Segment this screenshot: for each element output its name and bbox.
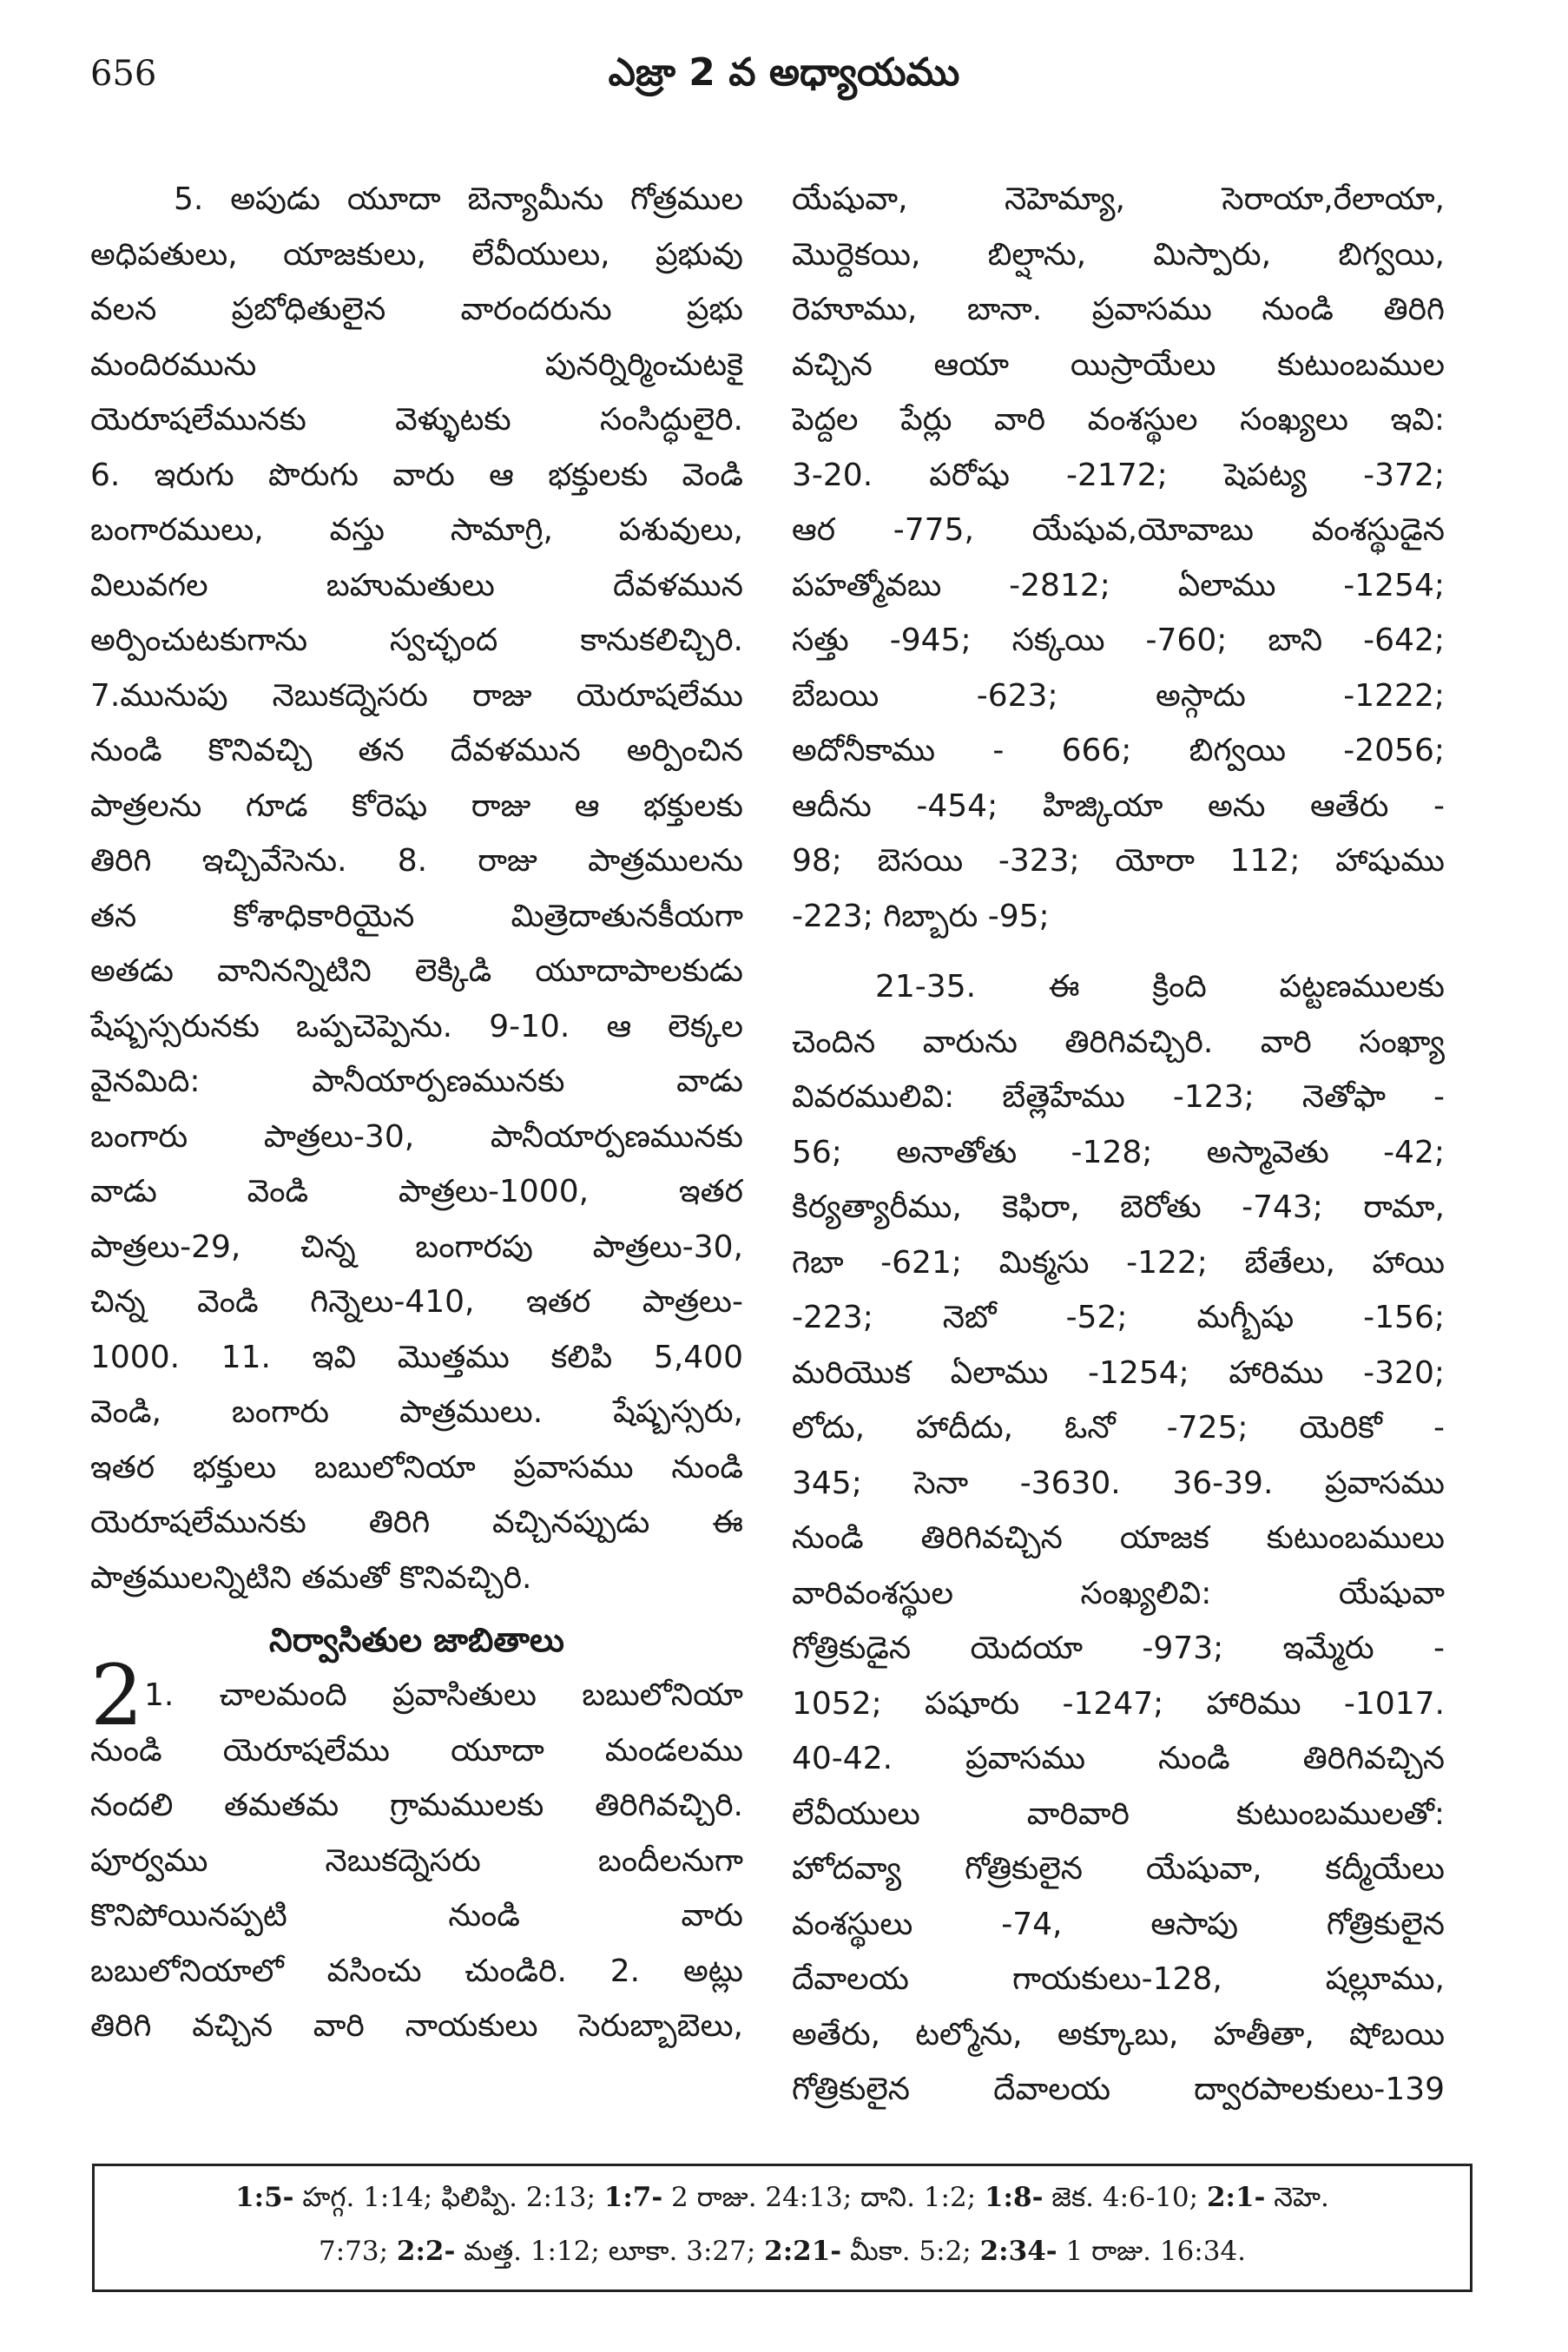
text-line: 6. ఇరుగు పొరుగు వారు ఆ భక్తులకు వెండి xyxy=(90,457,743,493)
text-line: కొనిపోయినప్పటి నుండి వారు xyxy=(90,1898,743,1934)
text-line: ఇతర భక్తులు బబులోనియా ప్రవాసము నుండి xyxy=(90,1449,743,1486)
text-line: నుండి తిరిగివచ్చిన యాజక కుటుంబములు xyxy=(792,1520,1445,1556)
footnote-text: మత్త. 1:12; లూకా. 3:27; xyxy=(455,2236,765,2267)
text-line: యేషువా, నెహెమ్యా, సెరాయా,రేలాయా, xyxy=(792,181,1445,217)
text-line: పూర్వము నెబుకద్నెసరు బందీలనుగా xyxy=(90,1842,743,1879)
footnote-ref: 2:1- xyxy=(1206,2182,1266,2213)
footnote-ref: 1:7- xyxy=(603,2182,663,2213)
footnote-text: 2 రాజు. 24:13; దాని. 1:2; xyxy=(662,2182,985,2213)
text-line: చెందిన వారును తిరిగివచ్చిరి. వారి సంఖ్యా xyxy=(792,1024,1445,1060)
text-line: 56; అనాతోతు -128; అస్మావెతు -42; xyxy=(792,1134,1445,1170)
paragraph-gap xyxy=(792,944,1445,959)
footnote-ref: 1:5- xyxy=(235,2182,294,2213)
text-line: అర్పించుటకుగాను స్వచ్ఛంద కానుకలిచ్చిరి. xyxy=(90,623,743,658)
text-line: చిన్న వెండి గిన్నెలు-410, ఇతర పాత్రలు- xyxy=(90,1284,743,1320)
chapter-2-start xyxy=(90,1647,743,2054)
text-line: పెద్దల పేర్లు వారి వంశస్థుల సంఖ్యలు ఇవి: xyxy=(792,402,1445,438)
footnote-ref: 2:21- xyxy=(764,2236,842,2267)
text-line: మొర్దెకయి, బిల్షాను, మిస్పారు, బిగ్వయి, xyxy=(792,236,1445,273)
text-line: -223; నెబో -52; మగ్బీషు -156; xyxy=(792,1300,1445,1335)
footnote-text: హగ్గ. 1:14; ఫిలిప్పి. 2:13; xyxy=(293,2182,604,2213)
text-line: 1000. 11. ఇవి మొత్తము కలిపి 5,400 xyxy=(90,1339,743,1375)
footnote-text: నెహె. xyxy=(1265,2182,1329,2213)
text-line: వారివంశస్థుల సంఖ్యలివి: యేషువా xyxy=(792,1575,1445,1611)
text-line: దేవాలయ గాయకులు-128, షల్లూము, xyxy=(792,1961,1445,1997)
text-line: పహత్మోవబు -2812; ఏలాము -1254; xyxy=(792,567,1445,603)
text-line: హోదవ్యా గోత్రికులైన యేషువా, కద్మీయేలు xyxy=(792,1851,1445,1887)
text-line: పాత్రలను గూడ కోరెషు రాజు ఆ భక్తులకు xyxy=(90,787,743,824)
text-line: తిరిగి వచ్చిన వారి నాయకులు సెరుబ్బాబెలు, xyxy=(90,2008,743,2044)
text-line: పాత్రములన్నిటిని తమతో కొనివచ్చిరి. xyxy=(90,1559,532,1596)
text-line: 40-42. ప్రవాసము నుండి తిరిగివచ్చిన xyxy=(792,1741,1445,1776)
footnote-ref: 2:2- xyxy=(396,2236,456,2267)
text-line: ఆదీను -454; హిజ్కియా అను ఆతేరు - xyxy=(792,787,1445,824)
text-line: నుండి కొనివచ్చి తన దేవళమున అర్పించిన xyxy=(90,733,743,768)
right-bottom-paragraph xyxy=(792,959,1445,2118)
text-line: వచ్చిన ఆయా యిస్రాయేలు కుటుంబముల xyxy=(792,346,1445,383)
running-title: ఎజ్రా 2 వ అధ్యాయము xyxy=(608,50,960,95)
footnote-text: 1 రాజు. 16:34. xyxy=(1057,2236,1247,2267)
text-line: వైనమిది: పానీయార్పణమునకు వాడు xyxy=(90,1064,743,1099)
text-line: యెరూషలేమునకు వెళ్ళుటకు సంసిద్ధులైరి. xyxy=(90,402,743,438)
footnote-line-1 xyxy=(95,2182,1470,2219)
text-line: వాడు వెండి పాత్రలు-1000, ఇతర xyxy=(90,1174,743,1209)
text-line: ఆర -775, యేషువ,యోవాబు వంశస్థుడైన xyxy=(792,512,1445,548)
footnote-text: 7:73; xyxy=(318,2236,397,2267)
text-line: మరియొక ఏలాము -1254; హారిము -320; xyxy=(792,1354,1445,1391)
text-line: అధిపతులు, యాజకులు, లేవీయులు, ప్రభువు xyxy=(90,236,743,273)
text-line: 3-20. పరోషు -2172; షెపట్య -372; xyxy=(792,457,1445,493)
text-line: యెరూషలేమునకు తిరిగి వచ్చినప్పుడు ఈ xyxy=(90,1505,743,1540)
text-line: విలువగల బహుమతులు దేవళమున xyxy=(90,567,743,603)
text-line: గోత్రికుడైన యెదయా -973; ఇమ్మేరు - xyxy=(792,1631,1445,1666)
text-line: తన కోశాధికారియైన మిత్రెదాతునకీయగా xyxy=(90,898,743,934)
text-line: అదోనీకాము - 666; బిగ్వయి -2056; xyxy=(792,733,1445,768)
footnote-ref: 1:8- xyxy=(984,2182,1044,2213)
text-line: 98; బెసయి -323; యోరా 112; హాషుము xyxy=(792,843,1445,879)
text-line: 345; సెనా -3630. 36-39. ప్రవాసము xyxy=(792,1465,1445,1501)
chapter-number: 2 xyxy=(90,1647,144,1744)
text-line: మందిరమును పునర్నిర్మించుటకై xyxy=(90,346,743,383)
text-line: తిరిగి ఇచ్చివేసెను. 8. రాజు పాత్రములను xyxy=(90,843,743,879)
text-line: కిర్యత్యారీము, కెఫిరా, బెరోతు -743; రామా, xyxy=(792,1189,1445,1225)
cross-reference-box xyxy=(92,2164,1472,2292)
text-line: గోత్రికులైన దేవాలయ ద్వారపాలకులు-139 xyxy=(792,2072,1445,2107)
text-line: బంగారములు, వస్తు సామాగ్రి, పశువులు, xyxy=(90,512,743,548)
text-line: -223; గిబ్బారు -95; xyxy=(792,898,1050,934)
text-line xyxy=(90,1647,743,1744)
text-line: బేబయి -623; అస్గాదు -1222; xyxy=(792,677,1445,714)
footnote-ref: 2:34- xyxy=(979,2236,1057,2267)
text-line: వివరములివి: బేత్లెహేము -123; నెతోఫా - xyxy=(792,1079,1445,1115)
text-line: అతడు వానినన్నిటిని లెక్కిడి యూదాపాలకుడు xyxy=(90,953,743,989)
text-line: గెబా -621; మిక్మసు -122; బేతేలు, హాయి xyxy=(792,1244,1445,1281)
left-column xyxy=(90,172,743,2054)
text-line: వలన ప్రబోధితులైన వారందరును ప్రభు xyxy=(90,292,743,327)
right-top-paragraph xyxy=(792,172,1445,944)
left-top-paragraphs xyxy=(90,172,743,1605)
text-line: రెహూము, బానా. ప్రవాసము నుండి తిరిగి xyxy=(792,292,1445,327)
text-line: బంగారు పాత్రలు-30, పానీయార్పణమునకు xyxy=(90,1118,743,1155)
text-line: వంశస్థులు -74, ఆసాపు గోత్రికులైన xyxy=(792,1906,1445,1942)
section-title: నిర్వాసితుల జాబితాలు xyxy=(269,1621,564,1659)
text-line: 5. అపుడు యూదా బెన్యామీను గోత్రముల xyxy=(174,181,743,217)
footnote-text: జెక. 4:6-10; xyxy=(1043,2182,1207,2213)
text-line: బబులోనియాలో వసించు చుండిరి. 2. అట్లు xyxy=(90,1953,743,1989)
text-line: 21-35. ఈ క్రింది పట్టణములకు xyxy=(875,969,1445,1005)
right-column xyxy=(792,172,1445,2118)
page-number: 656 xyxy=(90,54,157,94)
text-line: పాత్రలు-29, చిన్న బంగారపు పాత్రలు-30, xyxy=(90,1229,743,1265)
text-line: 1052; పషూరు -1247; హారిము -1017. xyxy=(792,1685,1445,1722)
text-line: లేవీయులు వారివారి కుటుంబములతో: xyxy=(792,1795,1445,1832)
text-line: సత్తు -945; సక్కయి -760; బాని -642; xyxy=(792,623,1445,658)
footnote-line-2 xyxy=(95,2236,1470,2273)
footnote-text: మీకా. 5:2; xyxy=(841,2236,980,2267)
line-text: 1. చాలమంది ప్రవాసితులు బబులోనియా xyxy=(144,1677,743,1713)
text-line: అతేరు, టల్మోను, అక్కూబు, హతీతా, షోబయి xyxy=(792,2016,1445,2052)
text-line: వెండి, బంగారు పాత్రములు. షేష్బస్సరు, xyxy=(90,1394,743,1430)
text-line: లోదు, హాదీదు, ఓనో -725; యెరికో - xyxy=(792,1410,1445,1446)
text-line: షేష్బస్సరునకు ఒప్పచెప్పెను. 9-10. ఆ లెక్కల xyxy=(90,1008,743,1044)
text-line: నందలి తమతమ గ్రామములకు తిరిగివచ్చిరి. xyxy=(90,1788,743,1823)
text-line: 7.మునుపు నెబుకద్నెసరు రాజు యెరూషలేము xyxy=(90,677,743,714)
text-line: నుండి యెరూషలేము యూదా మండలము xyxy=(90,1732,743,1769)
